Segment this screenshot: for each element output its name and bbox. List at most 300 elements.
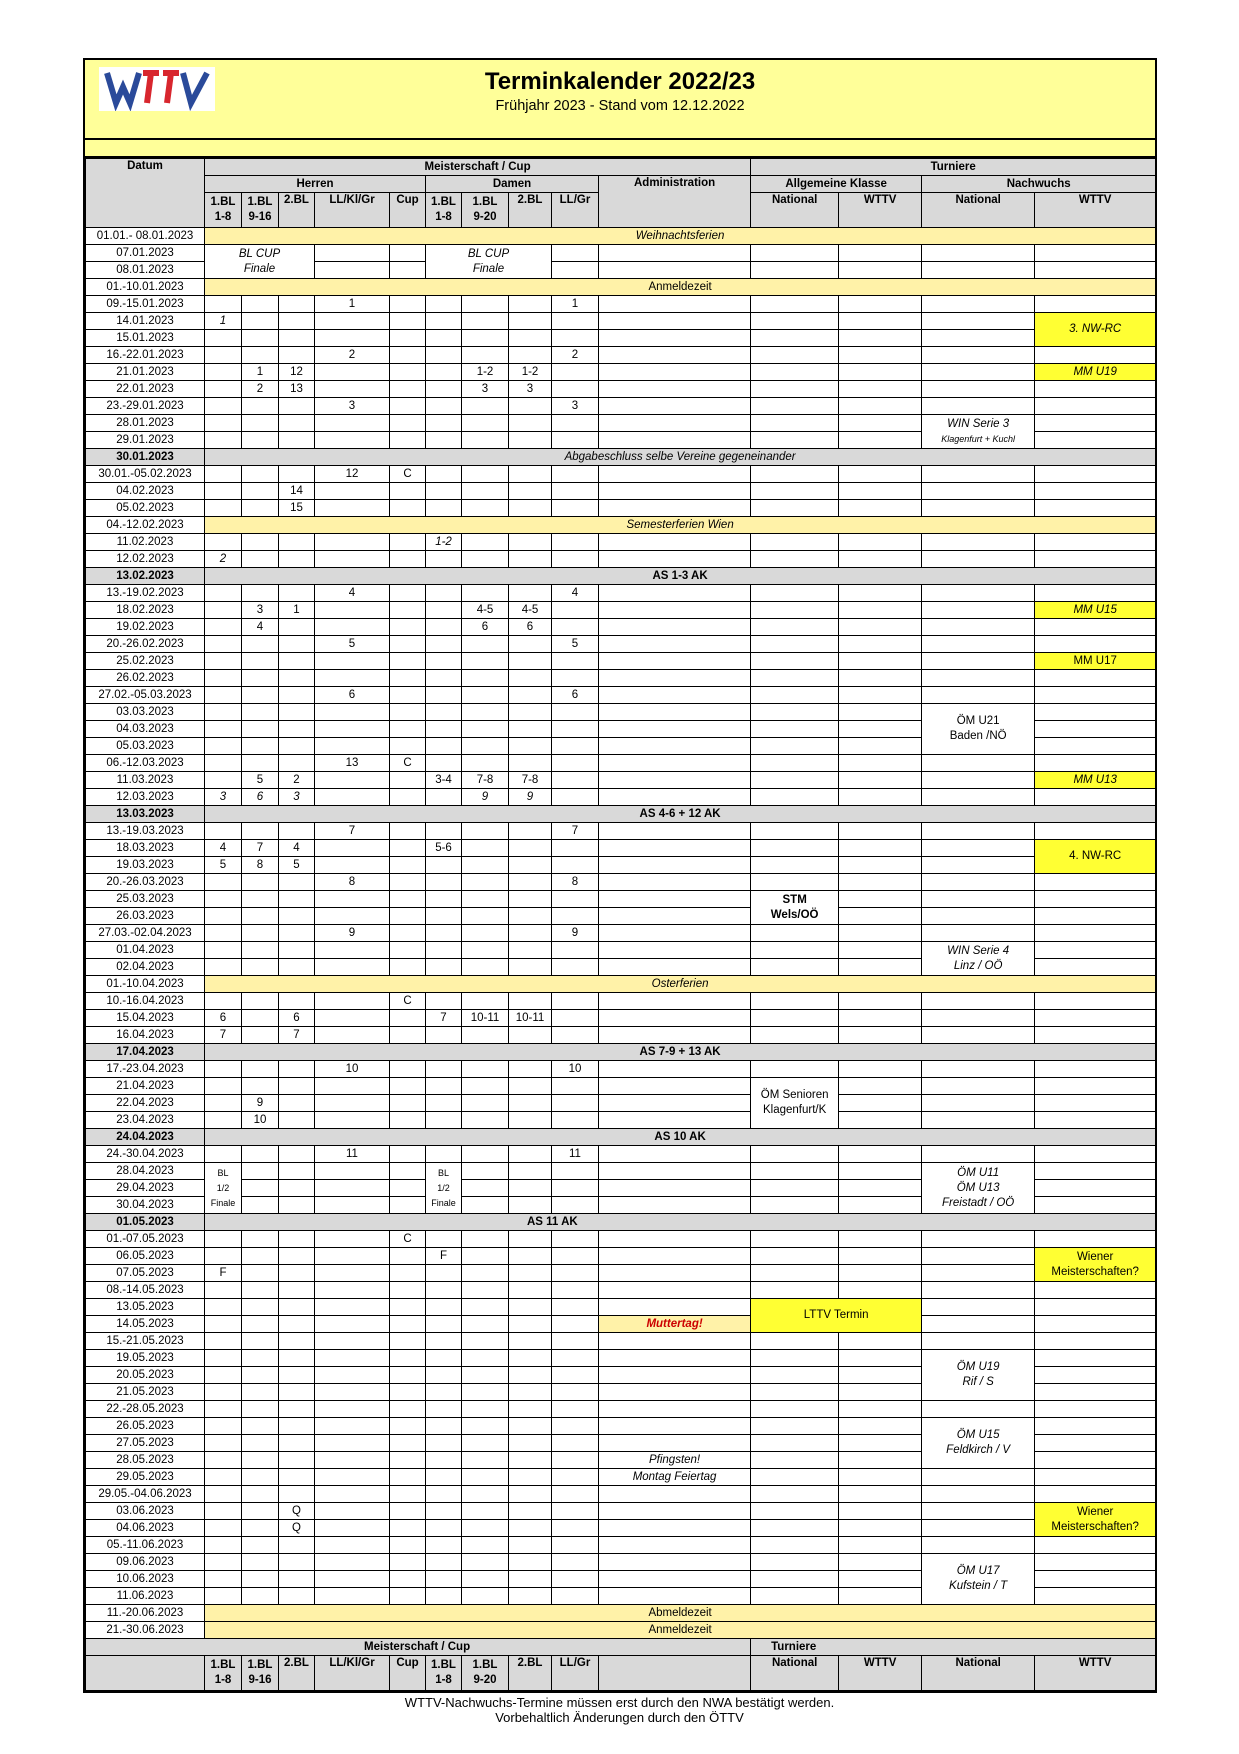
cell <box>599 755 751 772</box>
cell <box>751 585 839 602</box>
cell <box>315 1537 390 1554</box>
table-row <box>86 1503 1156 1520</box>
cell <box>426 585 462 602</box>
row-date: 13.05.2023 <box>86 1299 205 1316</box>
table-row <box>86 313 1156 330</box>
cell: Q <box>279 1520 315 1537</box>
cell <box>242 432 279 449</box>
cell <box>426 1367 462 1384</box>
cell <box>242 1197 279 1214</box>
row-date: 18.03.2023 <box>86 840 205 857</box>
cell <box>390 942 426 959</box>
cell <box>1035 1418 1156 1435</box>
cell <box>205 993 242 1010</box>
cell <box>315 1316 390 1333</box>
cell <box>509 942 552 959</box>
event-cell <box>922 1163 1035 1214</box>
cell: 4 <box>315 585 390 602</box>
row-date: 30.01.2023 <box>86 449 205 466</box>
table-row <box>86 670 1156 687</box>
table-row <box>86 993 1156 1010</box>
cell <box>242 1163 279 1180</box>
cell <box>751 1469 839 1486</box>
row-date: 11.-20.06.2023 <box>86 1605 205 1622</box>
cell <box>599 1112 751 1129</box>
cell: 6 <box>279 1010 315 1027</box>
cell <box>922 313 1035 330</box>
cell <box>315 1095 390 1112</box>
cell <box>315 1027 390 1044</box>
event-text: BL CUP <box>238 247 281 260</box>
cell <box>751 789 839 806</box>
cell <box>426 415 462 432</box>
cell <box>509 857 552 874</box>
cell <box>462 1112 509 1129</box>
cell <box>599 1248 751 1265</box>
cell <box>509 432 552 449</box>
cell <box>509 908 552 925</box>
cell <box>751 602 839 619</box>
cell <box>751 1027 839 1044</box>
row-date: 10.06.2023 <box>86 1571 205 1588</box>
event-cell <box>599 1316 751 1333</box>
cell <box>751 721 839 738</box>
cell <box>751 1180 839 1197</box>
cell <box>462 1401 509 1418</box>
cell <box>242 585 279 602</box>
table-row <box>86 296 1156 313</box>
event-text: MM U13 <box>1073 773 1117 786</box>
cell <box>426 398 462 415</box>
cell <box>751 551 839 568</box>
cell <box>751 670 839 687</box>
cell <box>839 313 922 330</box>
foot-meisterschaft: Meisterschaft / Cup <box>86 1639 751 1656</box>
cell <box>390 1435 426 1452</box>
table-row <box>86 1299 1156 1316</box>
cell <box>205 1554 242 1571</box>
cell <box>1035 381 1156 398</box>
row-date: 09.06.2023 <box>86 1554 205 1571</box>
cell <box>205 1231 242 1248</box>
cell <box>426 959 462 976</box>
cell <box>462 857 509 874</box>
event-cell <box>1035 1248 1156 1282</box>
cell <box>599 500 751 517</box>
row-date: 15.01.2023 <box>86 330 205 347</box>
cell <box>242 1571 279 1588</box>
row-date: 15.04.2023 <box>86 1010 205 1027</box>
cell <box>1035 1537 1156 1554</box>
table-row <box>86 534 1156 551</box>
cell <box>279 1163 315 1180</box>
row-date: 13.02.2023 <box>86 568 205 585</box>
cell <box>426 1503 462 1520</box>
cell <box>462 755 509 772</box>
cell <box>279 415 315 432</box>
cell <box>509 1520 552 1537</box>
cell <box>462 1061 509 1078</box>
cell <box>599 245 751 262</box>
event-cell <box>922 704 1035 755</box>
cell <box>509 755 552 772</box>
cell <box>279 432 315 449</box>
cell <box>279 1095 315 1112</box>
row-date: 04.06.2023 <box>86 1520 205 1537</box>
cell <box>205 619 242 636</box>
cell <box>751 1588 839 1605</box>
cell <box>839 1503 922 1520</box>
cell <box>315 1503 390 1520</box>
cell: 3 <box>242 602 279 619</box>
cell: 9 <box>242 1095 279 1112</box>
event-text: Klagenfurt/K <box>762 1104 827 1116</box>
cell <box>922 857 1035 874</box>
cell <box>390 313 426 330</box>
cell <box>426 891 462 908</box>
foot-d2: 1.BL 9-20 <box>462 1656 509 1691</box>
cell <box>1035 347 1156 364</box>
cell <box>922 1095 1035 1112</box>
foot-h3: 2.BL <box>279 1656 315 1691</box>
cell <box>426 1384 462 1401</box>
table-row <box>86 942 1156 959</box>
cell <box>242 1231 279 1248</box>
cell <box>552 1418 599 1435</box>
cell <box>462 1095 509 1112</box>
cell <box>242 908 279 925</box>
foot-h1: 1.BL 1-8 <box>205 1656 242 1691</box>
cell <box>242 1554 279 1571</box>
cell <box>509 704 552 721</box>
cell <box>426 1350 462 1367</box>
cell: 13 <box>279 381 315 398</box>
col-damen: Damen <box>426 176 599 193</box>
cell <box>390 381 426 398</box>
table-row <box>86 228 1156 245</box>
cell <box>242 1418 279 1435</box>
cell <box>751 755 839 772</box>
cell <box>242 1486 279 1503</box>
cell: 10 <box>552 1061 599 1078</box>
cell <box>599 721 751 738</box>
cell <box>922 551 1035 568</box>
cell: C <box>390 993 426 1010</box>
cell <box>552 1486 599 1503</box>
cell <box>426 1265 462 1282</box>
cell <box>552 670 599 687</box>
cell <box>462 1418 509 1435</box>
cell <box>315 245 390 262</box>
event-text: 1/2 <box>437 1182 450 1193</box>
cell <box>279 1078 315 1095</box>
cell <box>751 1350 839 1367</box>
row-date: 12.02.2023 <box>86 551 205 568</box>
cell <box>751 1537 839 1554</box>
cell <box>315 1333 390 1350</box>
cell: 12 <box>315 466 390 483</box>
cell <box>242 1299 279 1316</box>
cell <box>279 1554 315 1571</box>
cell <box>315 1384 390 1401</box>
cell <box>552 1520 599 1537</box>
cell <box>462 636 509 653</box>
cell <box>839 1486 922 1503</box>
cell <box>552 1265 599 1282</box>
cell <box>390 262 426 279</box>
event-text: BL <box>217 1167 229 1178</box>
cell <box>839 1163 922 1180</box>
cell <box>426 330 462 347</box>
cell <box>599 1486 751 1503</box>
cell <box>426 296 462 313</box>
cell <box>242 1350 279 1367</box>
event-text: ÖM Senioren <box>760 1089 829 1101</box>
cell: Q <box>279 1503 315 1520</box>
event-text: Baden /NÖ <box>949 730 1007 742</box>
cell <box>279 1469 315 1486</box>
cell <box>390 1554 426 1571</box>
cell <box>315 483 390 500</box>
cell: 2 <box>205 551 242 568</box>
cell: 15 <box>279 500 315 517</box>
col-d4: LL/Gr <box>552 193 599 228</box>
cell <box>242 891 279 908</box>
row-band: AS 11 AK <box>205 1214 1156 1231</box>
cell <box>839 1197 922 1214</box>
cell <box>426 1061 462 1078</box>
cell <box>390 1588 426 1605</box>
cell: 8 <box>552 874 599 891</box>
cell <box>509 398 552 415</box>
cell <box>751 1163 839 1180</box>
cell <box>205 704 242 721</box>
cell: 7 <box>242 840 279 857</box>
event-text: LTTV Termin <box>803 1309 869 1321</box>
cell <box>315 364 390 381</box>
cell <box>922 1061 1035 1078</box>
cell <box>205 908 242 925</box>
cell <box>279 1350 315 1367</box>
row-date: 20.-26.02.2023 <box>86 636 205 653</box>
cell <box>315 857 390 874</box>
row-band: AS 7-9 + 13 AK <box>205 1044 1156 1061</box>
cell <box>751 772 839 789</box>
row-date: 22.04.2023 <box>86 1095 205 1112</box>
cell <box>599 1537 751 1554</box>
cell <box>1035 1027 1156 1044</box>
cell <box>390 891 426 908</box>
cell <box>462 1231 509 1248</box>
cell: C <box>390 1231 426 1248</box>
event-text: Meisterschaften? <box>1051 1520 1139 1533</box>
event-cell <box>426 245 552 279</box>
cell <box>390 585 426 602</box>
event-text: ÖM U17 <box>956 1565 1000 1577</box>
cell <box>751 1010 839 1027</box>
cell <box>599 1282 751 1299</box>
cell <box>1035 670 1156 687</box>
cell <box>279 636 315 653</box>
cell: 11 <box>315 1146 390 1163</box>
row-band: Abgabeschluss selbe Vereine gegeneinander <box>205 449 1156 466</box>
row-date: 16.-22.01.2023 <box>86 347 205 364</box>
cell <box>205 1112 242 1129</box>
cell <box>839 670 922 687</box>
row-date: 01.05.2023 <box>86 1214 205 1231</box>
cell <box>509 1146 552 1163</box>
cell <box>552 551 599 568</box>
row-date: 28.01.2023 <box>86 415 205 432</box>
cell <box>205 1520 242 1537</box>
cell <box>751 1384 839 1401</box>
cell <box>315 415 390 432</box>
cell <box>462 1452 509 1469</box>
cell <box>390 1401 426 1418</box>
cell <box>1035 1435 1156 1452</box>
cell <box>599 551 751 568</box>
row-band: Anmeldezeit <box>205 279 1156 296</box>
cell <box>462 1435 509 1452</box>
cell <box>839 619 922 636</box>
cell <box>509 313 552 330</box>
cell <box>751 245 839 262</box>
cell <box>279 1265 315 1282</box>
cell <box>205 1299 242 1316</box>
cell <box>279 1197 315 1214</box>
cell <box>552 959 599 976</box>
cell <box>462 687 509 704</box>
row-date: 08.01.2023 <box>86 262 205 279</box>
cell <box>426 1282 462 1299</box>
event-text: ÖM U15 <box>956 1429 1000 1441</box>
table-row <box>86 1231 1156 1248</box>
table-row <box>86 840 1156 857</box>
cell <box>509 1435 552 1452</box>
cell <box>552 1350 599 1367</box>
cell <box>205 347 242 364</box>
cell <box>839 1384 922 1401</box>
row-date: 29.05.2023 <box>86 1469 205 1486</box>
cell <box>839 534 922 551</box>
cell <box>599 415 751 432</box>
cell <box>205 1571 242 1588</box>
cell <box>1035 1350 1156 1367</box>
table-row <box>86 364 1156 381</box>
cell <box>509 1197 552 1214</box>
cell <box>426 1299 462 1316</box>
cell <box>462 908 509 925</box>
cell <box>599 1367 751 1384</box>
cell <box>315 1248 390 1265</box>
table-row <box>86 1605 1156 1622</box>
cell <box>242 1180 279 1197</box>
cell <box>509 415 552 432</box>
cell <box>315 432 390 449</box>
event-text: MM U17 <box>1073 654 1117 667</box>
cell <box>922 1333 1035 1350</box>
cell <box>552 1027 599 1044</box>
cell: 7 <box>552 823 599 840</box>
cell <box>205 874 242 891</box>
cell <box>390 415 426 432</box>
cell <box>839 500 922 517</box>
event-text: Meisterschaften? <box>1051 1265 1139 1278</box>
cell <box>462 1146 509 1163</box>
cell <box>462 415 509 432</box>
cell <box>279 942 315 959</box>
cell <box>205 1486 242 1503</box>
cell <box>462 1486 509 1503</box>
table-row <box>86 1027 1156 1044</box>
cell <box>279 1384 315 1401</box>
event-text: Linz / OÖ <box>953 959 1003 972</box>
cell <box>922 585 1035 602</box>
event-text: WIN Serie 4 <box>947 944 1010 957</box>
cell <box>279 1299 315 1316</box>
cell <box>1035 262 1156 279</box>
cell <box>509 1265 552 1282</box>
cell <box>509 670 552 687</box>
cell <box>922 1503 1035 1520</box>
cell <box>390 398 426 415</box>
row-date: 01.-10.04.2023 <box>86 976 205 993</box>
cell <box>839 993 922 1010</box>
cell <box>279 1537 315 1554</box>
event-cell <box>1035 364 1156 381</box>
cell <box>1035 1588 1156 1605</box>
cell <box>552 1588 599 1605</box>
row-date: 20.05.2023 <box>86 1367 205 1384</box>
cell <box>462 500 509 517</box>
cell <box>279 585 315 602</box>
cell <box>205 1316 242 1333</box>
col-allg-klasse: Allgemeine Klasse <box>751 176 922 193</box>
cell <box>279 687 315 704</box>
cell <box>839 245 922 262</box>
event-text: ÖM U19 <box>956 1361 1000 1373</box>
cell <box>462 330 509 347</box>
cell <box>599 959 751 976</box>
cell <box>390 721 426 738</box>
foot-admin <box>599 1656 751 1691</box>
cell <box>599 687 751 704</box>
cell <box>839 1282 922 1299</box>
cell: 6 <box>462 619 509 636</box>
cell <box>552 1571 599 1588</box>
row-date: 30.04.2023 <box>86 1197 205 1214</box>
cell <box>315 1469 390 1486</box>
cell <box>1035 1571 1156 1588</box>
cell <box>552 704 599 721</box>
cell <box>922 908 1035 925</box>
cell <box>922 1316 1035 1333</box>
cell: 5-6 <box>426 840 462 857</box>
cell <box>922 1520 1035 1537</box>
cell <box>922 636 1035 653</box>
cell <box>839 1010 922 1027</box>
cell <box>390 1163 426 1180</box>
row-date: 24.-30.04.2023 <box>86 1146 205 1163</box>
row-date: 02.04.2023 <box>86 959 205 976</box>
col-wttv-nw: WTTV <box>1035 193 1156 228</box>
cell <box>242 1248 279 1265</box>
row-date: 19.02.2023 <box>86 619 205 636</box>
cell: 1-2 <box>426 534 462 551</box>
cell <box>205 1452 242 1469</box>
cell <box>390 432 426 449</box>
cell <box>922 347 1035 364</box>
